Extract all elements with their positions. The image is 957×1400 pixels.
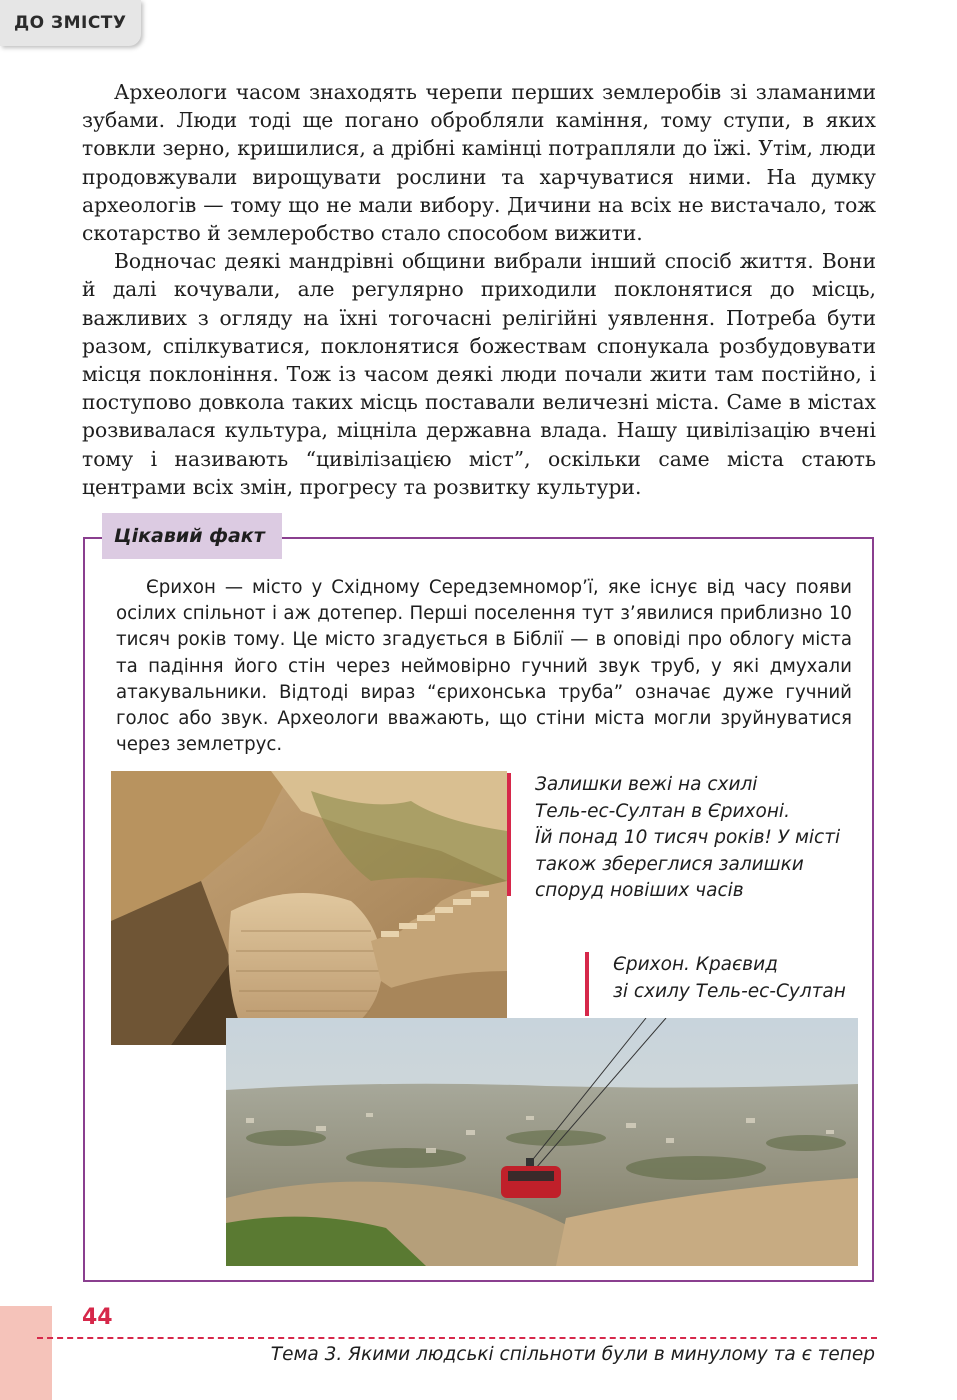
interesting-fact-text	[116, 575, 852, 758]
page-number: 44	[82, 1305, 113, 1330]
caption-accent-bar	[585, 952, 589, 1016]
toc-button-label: ДО ЗМІСТУ	[14, 13, 127, 33]
main-text	[82, 78, 876, 501]
footer-divider	[37, 1337, 877, 1339]
footer-topic: Тема 3. Якими людські спільноти були в минулому та є тепер	[270, 1344, 875, 1365]
page-tab	[0, 1306, 52, 1400]
panorama-caption: Єрихон. Краєвид зі схилу Тель-ес-Султан	[613, 954, 846, 1002]
tower-ruins-caption: Залишки вежі на схилі Тель-ес-Султан в Єрихоні. Їй понад 10 тисяч років! У місті також збереглися залишки споруд новіших часів	[535, 774, 841, 901]
jericho-panorama-photo	[226, 1018, 858, 1266]
jericho-paragraph: Єрихон — місто у Східному Середземномор’ї, яке існує від часу появи осілих спільнот і аж дотепер. Перші поселення тут з’явилися приблизно 10 тисяч років тому. Це місто згадується в Біблії — в оповіді про облогу міста та падіння його стін через неймовірно гучний звук труб, у які дмухали атакувальники. Відтоді вираз “єрихонська труба” означає дуже гучний голос або звук. Археологи вважають, що стіни міста могли зруйнуватися через землетрус.	[116, 577, 852, 756]
toc-button[interactable]	[0, 0, 141, 46]
paragraph-cities: Водночас деякі мандрівні общини вибрали інший спосіб життя. Вони й далі кочували, але регулярно приходили поклонятися до місць, важливих з огляду на їхні тогочасні релігійні уявлення. Потреба бути разом, спілкуватися, поклонятися божествам спонукала розбудовувати місця поклоніння. Тож із часом деякі люди почали жити там постійно, і поступово довкола таких місць поставали величезні міста. Саме в містах розвивалася культура, міцніла державна влада. Нашу цивілізацію вчені тому і називають “цивілізацією міст”, оскільки саме міста стають центрами всіх змін, прогресу та розвитку культури.	[82, 249, 876, 499]
paragraph-farmers: Археологи часом знаходять черепи перших землеробів зі зламаними зубами. Люди тоді ще погано обробляли каміння, тому ступи, в яких товкли зерно, кришилися, а дрібні камінці потрапляли до їжі. Утім, люди продовжували вирощувати рослини та харчуватися ними. На думку археологів — тому що не мали вибору. Дичини на всіх не вистачало, тож скотарство й землеробство стало способом вижити.	[82, 80, 876, 246]
caption-accent-bar	[507, 773, 511, 896]
interesting-fact-label: Цікавий факт	[102, 513, 282, 559]
tower-ruins-photo	[111, 771, 507, 1045]
